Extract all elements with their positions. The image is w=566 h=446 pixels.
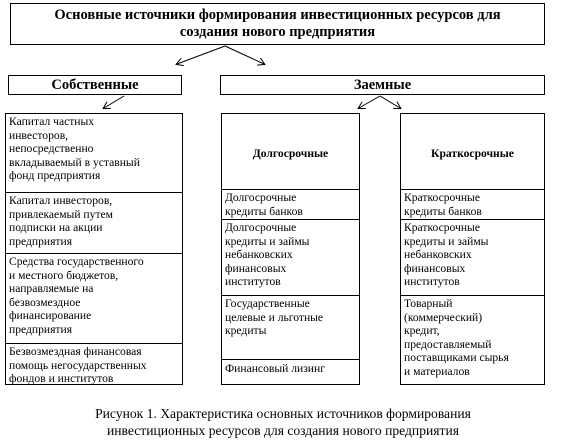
figure-caption-line-1: Рисунок 1. Характеристика основных источников формирования <box>95 406 471 421</box>
arrow-to-own <box>177 46 225 64</box>
own-item-budget-funds: Средства государственного и местного бюджетов, направляемые на безвозмездное финансирование предприятия <box>9 255 144 336</box>
main-source-line-1: Основные источники формирования инвестиционных ресурсов для <box>54 7 501 23</box>
arrow-own-down <box>104 96 124 108</box>
arrow-to-short-term <box>380 96 400 108</box>
arrow-to-long-term <box>359 96 380 108</box>
short-item-bank-loans: Краткосрочные кредиты банков <box>404 191 482 218</box>
own-item-share-subscription: Капитал инвесторов, привлекаемый путем подписки на акции предприятия <box>9 194 113 248</box>
short-item-trade-credit: Товарный (коммерческий) кредит, предоставляемый поставщиками сырья и материалов <box>404 297 509 378</box>
arrow-to-borrowed <box>225 46 264 64</box>
long-item-nonbank-loans: Долгосрочные кредиты и займы небанковских финансовых институтов <box>225 221 310 289</box>
figure-caption <box>0 405 566 439</box>
long-item-bank-loans: Долгосрочные кредиты банков <box>225 191 303 218</box>
short-term-title: Краткосрочные <box>431 147 514 160</box>
long-item-state-credits: Государственные целевые и льготные кредиты <box>225 297 324 338</box>
own-item-private-capital: Капитал частных инвесторов, непосредственно вкладываемый в уставный фонд предприятия <box>9 115 140 183</box>
borrowed-sources-header: Заемные <box>220 75 545 95</box>
long-item-leasing: Финансовый лизинг <box>225 362 325 375</box>
own-item-grant-aid: Безвозмездная финансовая помощь негосударственных фондов и институтов <box>9 345 147 386</box>
long-term-title: Долгосрочные <box>252 147 329 160</box>
own-sources-header: Собственные <box>8 75 182 95</box>
main-source-line-2: создания нового предприятия <box>179 24 376 40</box>
figure-caption-line-2: инвестиционных ресурсов для создания нового предприятия <box>107 423 459 438</box>
short-item-nonbank-loans: Краткосрочные кредиты и займы небанковских финансовых институтов <box>404 221 489 289</box>
